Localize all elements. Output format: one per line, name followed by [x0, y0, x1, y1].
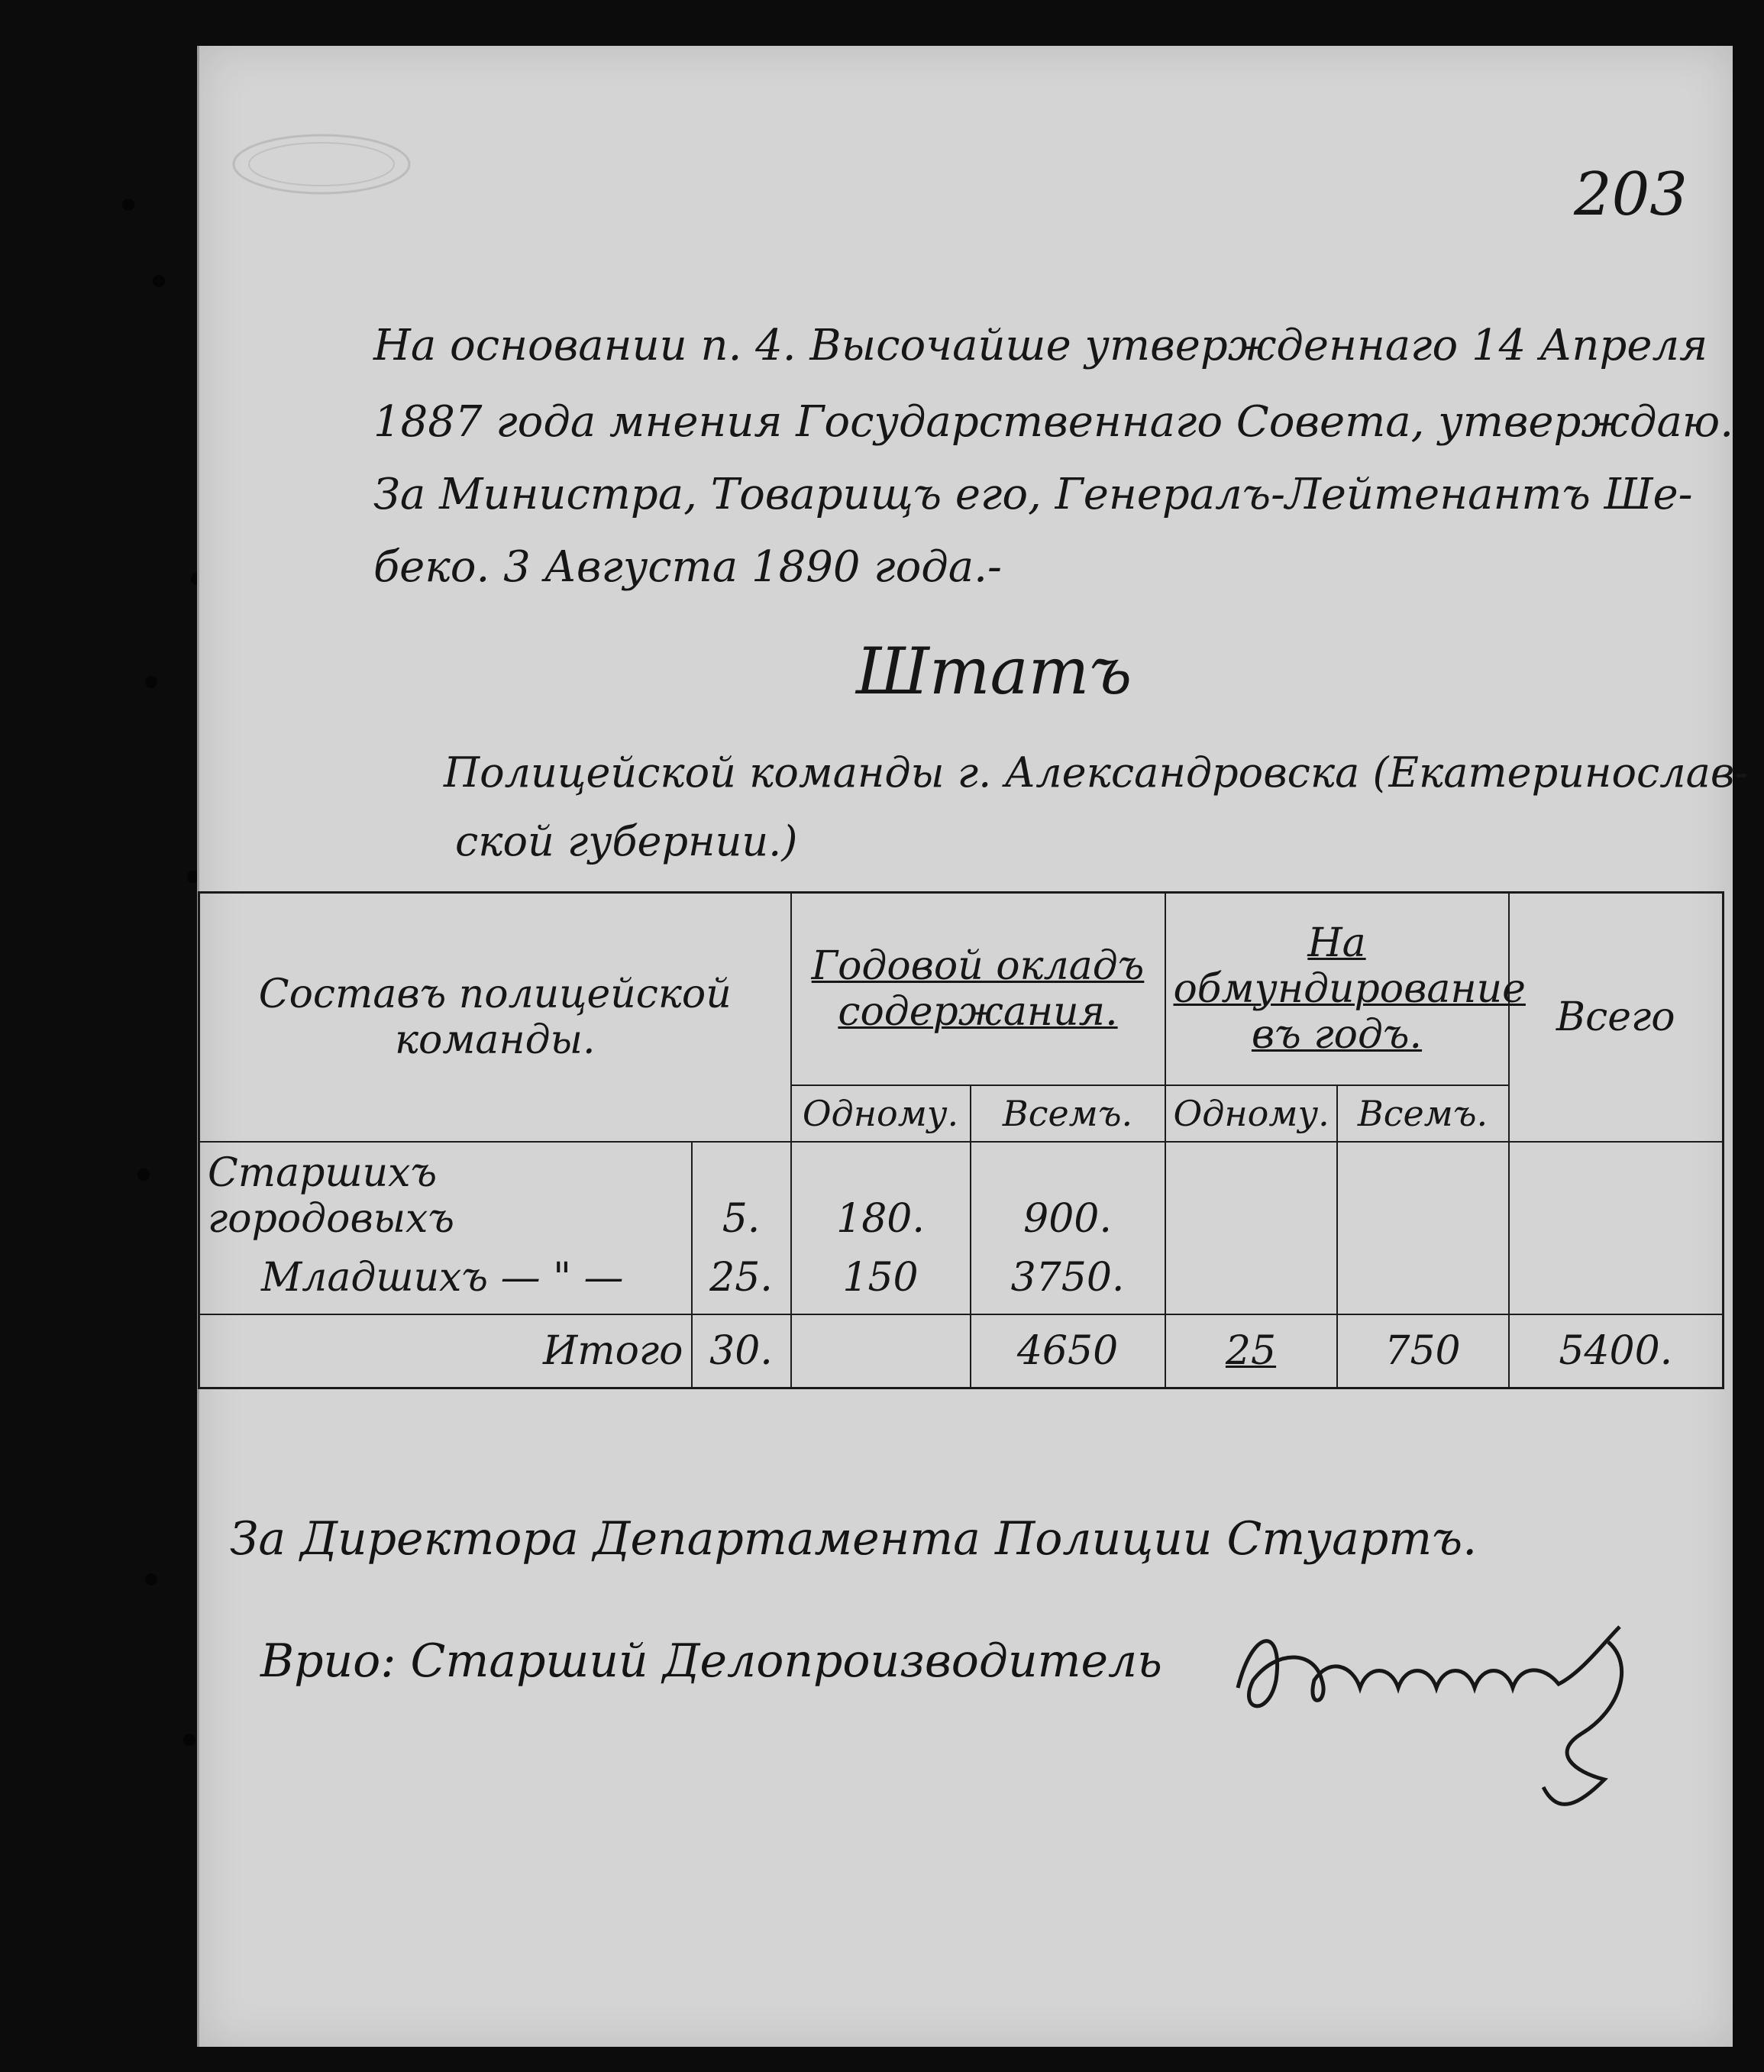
document-title: Штатъ — [856, 634, 1132, 709]
punch-hole — [137, 1169, 150, 1181]
intro-line: За Министра, Товарищъ его, Генералъ-Лейтенантъ Ше- — [373, 470, 1693, 519]
row-salary-all: 900. — [971, 1142, 1165, 1242]
row-salary-one: 180. — [791, 1142, 971, 1242]
clerk-signature-line: Врио: Старший Делопроизводитель — [260, 1634, 1162, 1688]
subtitle-line: ской губернии.) — [455, 817, 798, 865]
row-count: 5. — [692, 1142, 791, 1242]
subheader-all: Всемъ. — [971, 1085, 1165, 1142]
director-signature-line: За Директора Департамента Полиции Стуартъ. — [230, 1512, 1478, 1566]
row-name: Старшихъ городовыхъ — [199, 1142, 692, 1242]
row-uniform-one — [1165, 1242, 1337, 1314]
document-page — [197, 46, 1749, 2047]
staff-table — [198, 891, 1724, 1389]
subheader-one: Одному. — [791, 1085, 971, 1142]
row-total — [1509, 1142, 1724, 1242]
row-uniform-all — [1337, 1242, 1509, 1314]
row-name: Младшихъ — " — — [199, 1242, 692, 1314]
punch-hole — [122, 199, 134, 211]
header-uniform: На обмундирование въ годъ. — [1165, 893, 1509, 1086]
totals-salary-all: 4650 — [971, 1314, 1165, 1388]
punch-hole — [145, 676, 157, 688]
page-number: 203 — [1574, 160, 1688, 229]
row-salary-one: 150 — [791, 1242, 971, 1314]
header-total: Всего — [1509, 893, 1724, 1143]
punch-hole — [153, 275, 165, 287]
faded-archive-stamp — [226, 130, 417, 199]
intro-line: 1887 года мнения Государственнаго Совета, утверждаю. — [373, 397, 1734, 447]
subtitle-line: Полицейской команды г. Александровска (Екатеринослав- — [444, 748, 1749, 797]
totals-total: 5400. — [1509, 1314, 1724, 1388]
punch-hole — [183, 1734, 195, 1746]
intro-line: беко. 3 Августа 1890 года.- — [373, 542, 1002, 592]
row-uniform-all — [1337, 1142, 1509, 1242]
intro-line: На основании п. 4. Высочайше утвержденнаго 14 Апреля — [373, 321, 1708, 370]
handwritten-signature — [1223, 1596, 1650, 1825]
row-count: 25. — [692, 1242, 791, 1314]
header-composition: Составъ полицейской команды. — [199, 893, 791, 1143]
row-salary-all: 3750. — [971, 1242, 1165, 1314]
subheader-all: Всемъ. — [1337, 1085, 1509, 1142]
totals-count: 30. — [692, 1314, 791, 1388]
subheader-one: Одному. — [1165, 1085, 1337, 1142]
row-total — [1509, 1242, 1724, 1314]
totals-uniform-all: 750 — [1337, 1314, 1509, 1388]
punch-hole — [145, 1573, 157, 1586]
totals-uniform-one: 25 — [1165, 1314, 1337, 1388]
header-salary: Годовой окладъ содержания. — [791, 893, 1165, 1086]
totals-salary-one — [791, 1314, 971, 1388]
row-uniform-one — [1165, 1142, 1337, 1242]
totals-label: Итого — [199, 1314, 692, 1388]
